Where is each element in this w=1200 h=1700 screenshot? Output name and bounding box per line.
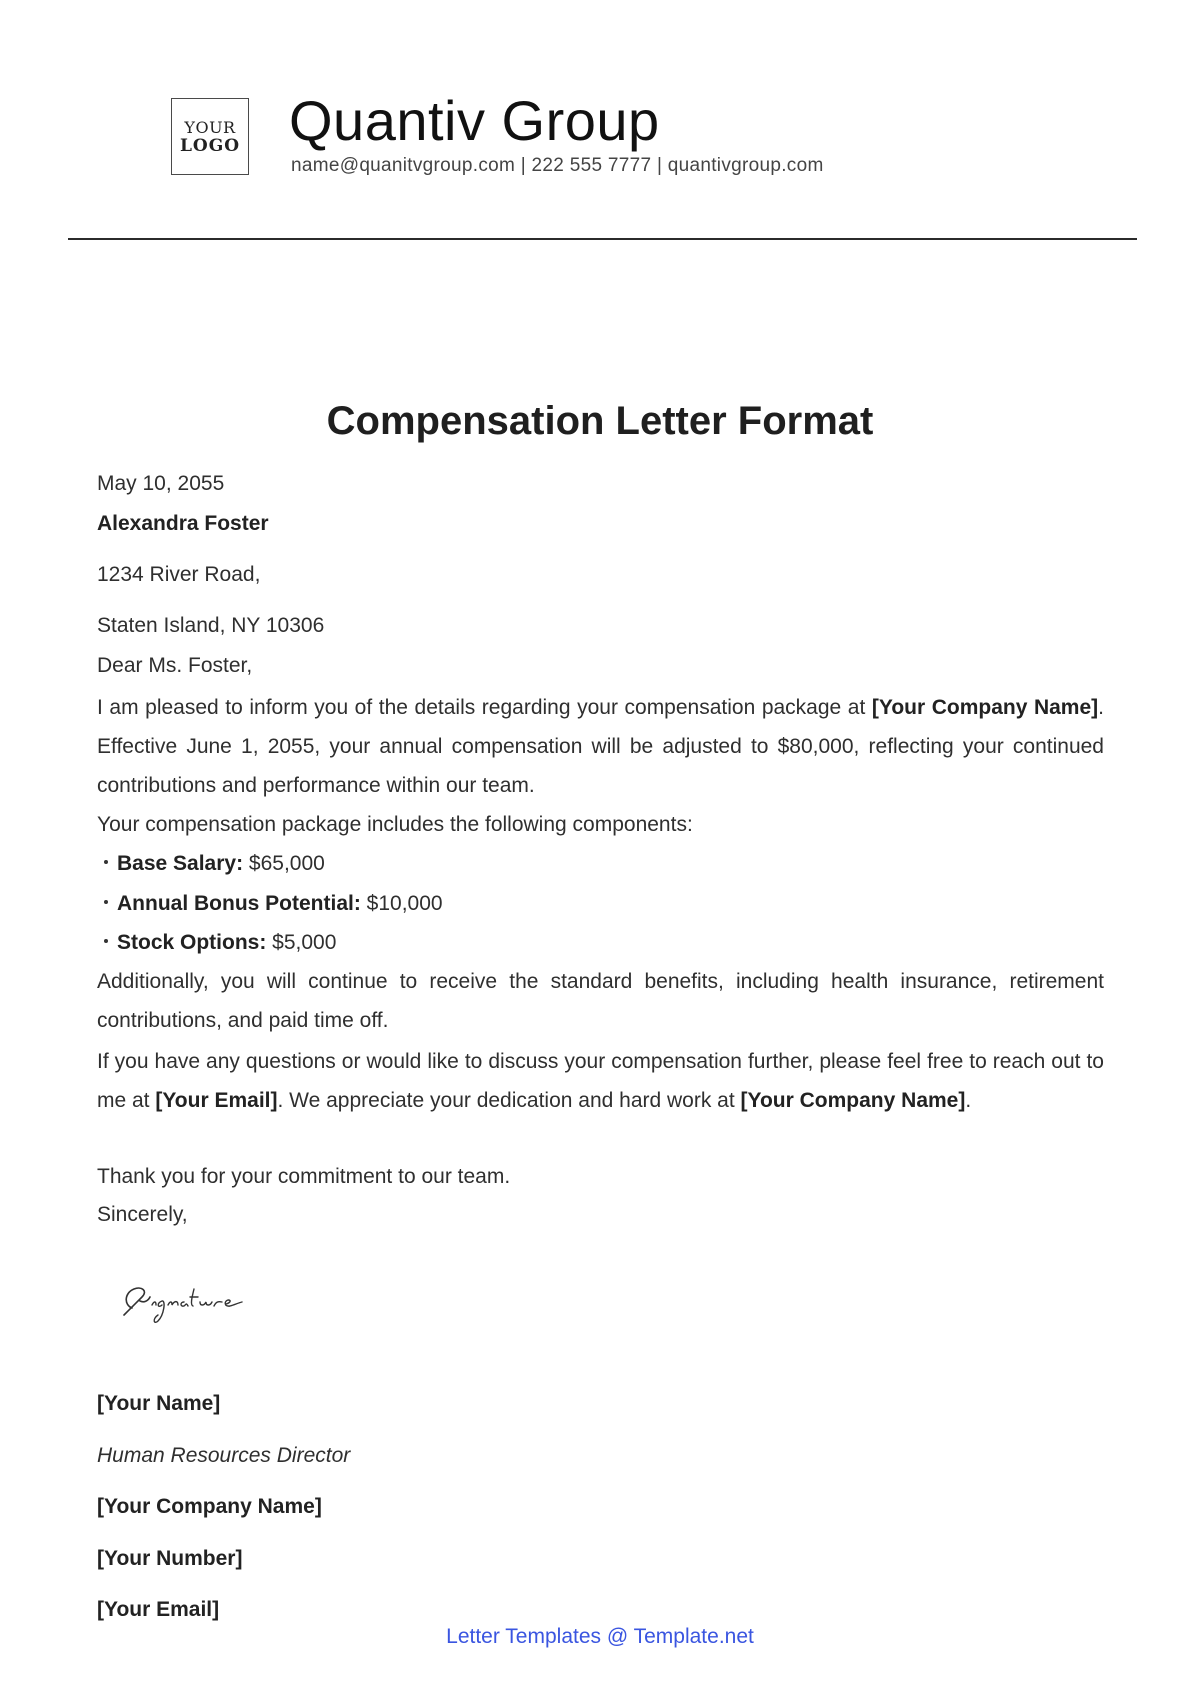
- signer-title: Human Resources Director: [97, 1444, 351, 1467]
- paragraph1-company-placeholder: [Your Company Name]: [871, 696, 1099, 719]
- component-value: $5,000: [266, 931, 337, 954]
- closing: Sincerely,: [97, 1203, 188, 1226]
- paragraph-contact: [97, 1042, 1104, 1120]
- logo-text-line1: YOUR: [184, 117, 236, 137]
- signer-company: [Your Company Name]: [97, 1495, 322, 1518]
- company-contact-line: name@quanitvgroup.com | 222 555 7777 | quantivgroup.com: [291, 155, 824, 176]
- recipient-address-line2: Staten Island, NY 10306: [97, 614, 325, 637]
- logo-placeholder: [171, 98, 249, 175]
- paragraph1-text-c: . Effective June 1, 2055, your annual compensation will be adjusted to $80,000, reflecting your continued contributions and performance within our team.: [97, 696, 1104, 797]
- component-label: Annual Bonus Potential:: [117, 892, 361, 915]
- list-item: [104, 929, 336, 957]
- component-value: $10,000: [360, 892, 443, 915]
- bullet-icon: [104, 860, 108, 864]
- company-name: Quantiv Group: [289, 89, 660, 152]
- letter-title: Compensation Letter Format: [326, 399, 874, 443]
- logo-text-line2: LOGO: [179, 135, 241, 156]
- paragraph3-email-placeholder: [Your Email]: [155, 1089, 278, 1112]
- signature-image: [118, 1275, 268, 1325]
- paragraph3-text-c: . We appreciate your dedication and hard work at: [277, 1089, 741, 1112]
- signer-number: [Your Number]: [97, 1547, 243, 1570]
- paragraph-compensation-intro: [97, 688, 1104, 805]
- list-item: [104, 850, 325, 878]
- salutation: Dear Ms. Foster,: [97, 654, 253, 677]
- header-divider: [68, 238, 1137, 240]
- letter-date: May 10, 2055: [97, 472, 225, 495]
- components-intro: Your compensation package includes the following components:: [97, 813, 693, 836]
- component-value: $65,000: [243, 852, 325, 875]
- paragraph1-text-a: I am pleased to inform you of the details regarding your compensation package at: [97, 696, 872, 719]
- footer-template-link[interactable]: Letter Templates @ Template.net: [446, 1625, 754, 1648]
- recipient-name: Alexandra Foster: [97, 512, 269, 535]
- thanks-line: Thank you for your commitment to our team.: [97, 1165, 511, 1188]
- paragraph3-text-a: If you have any questions or would like to discuss your compensation further, please feel free to reach out to me at: [97, 1050, 1104, 1112]
- paragraph3-text-e: .: [965, 1089, 972, 1112]
- signer-email: [Your Email]: [97, 1598, 220, 1621]
- recipient-address-line1: 1234 River Road,: [97, 563, 261, 586]
- component-label: Stock Options:: [117, 931, 267, 954]
- signer-name: [Your Name]: [97, 1392, 221, 1415]
- list-item: [104, 890, 443, 918]
- bullet-icon: [104, 939, 108, 943]
- component-label: Base Salary:: [117, 852, 244, 875]
- paragraph-benefits: Additionally, you will continue to receive the standard benefits, including health insurance, retirement contributions, and paid time off.: [97, 970, 1104, 1032]
- bullet-icon: [104, 900, 108, 904]
- paragraph3-company-placeholder: [Your Company Name]: [740, 1089, 966, 1112]
